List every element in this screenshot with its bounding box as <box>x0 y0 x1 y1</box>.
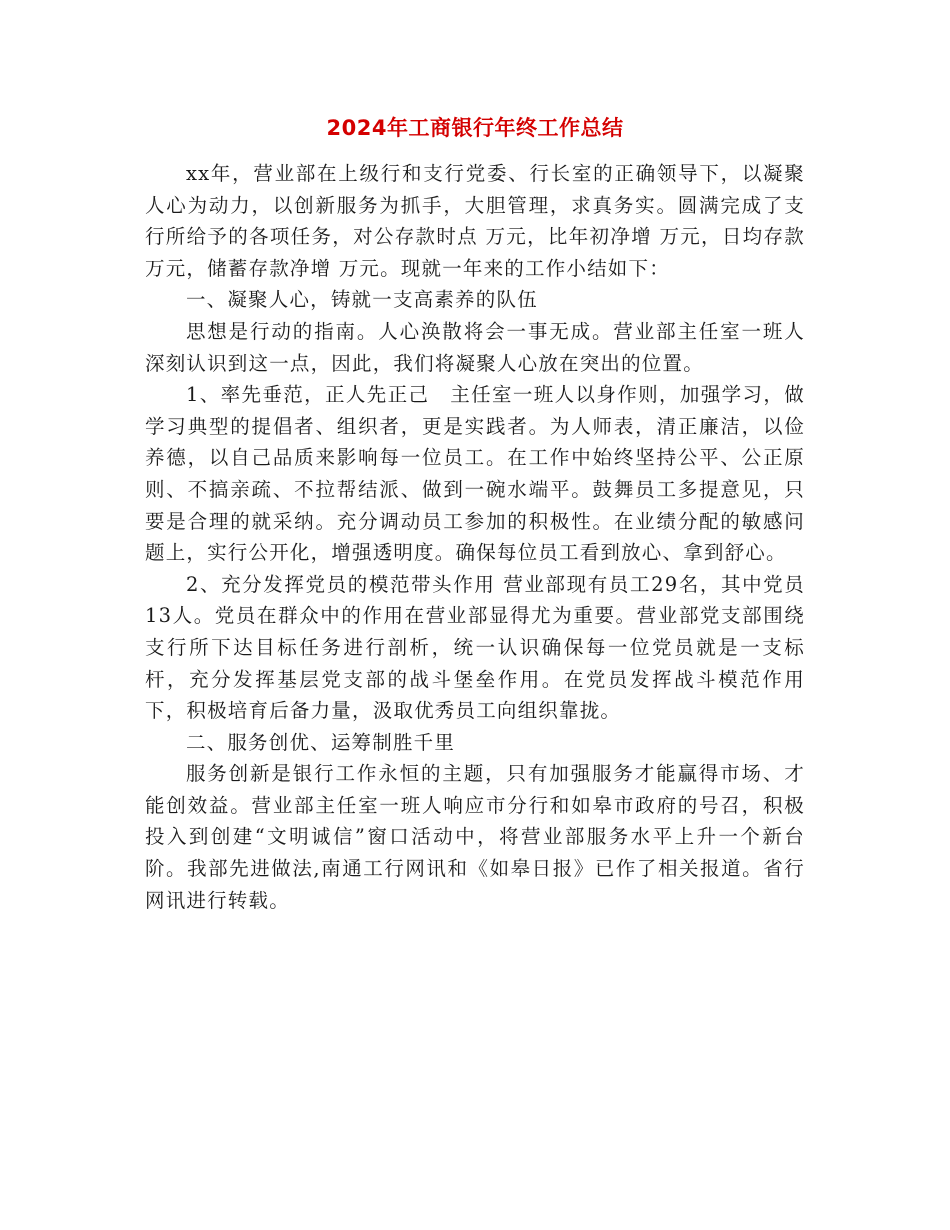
paragraph-intro: xx年，营业部在上级行和支行党委、行长室的正确领导下，以凝聚人心为动力，以创新服务为抓手，大胆管理，求真务实。圆满完成了支行所给予的各项任务，对公存款时点 万元，比年初净增 万元，日均存款 万元，储蓄存款净增 万元。现就一年来的工作小结如下： <box>145 162 805 280</box>
document-body <box>145 158 805 916</box>
section-heading-2: 二、服务创优、运筹制胜千里 <box>185 730 456 754</box>
paragraph-lead-by-example: 1、率先垂范，正人先正己 主任室一班人以身作则，加强学习，做学习典型的提倡者、组织者，更是实践者。为人师表，清正廉洁，以俭养德，以自己品质来影响每一位员工。在工作中始终坚持公平、公正原则、不搞亲疏、不拉帮结派、做到一碗水端平。鼓舞员工多提意见，只要是合理的就采纳。充分调动员工参加的积极性。在业绩分配的敏感问题上，实行公开化，增强透明度。确保每位员工看到放心、拿到舒心。 <box>145 383 805 565</box>
paragraph-thinking: 思想是行动的指南。人心涣散将会一事无成。营业部主任室一班人深刻认识到这一点，因此，我们将凝聚人心放在突出的位置。 <box>145 319 805 375</box>
paragraph-service-innovation: 服务创新是银行工作永恒的主题，只有加强服务才能赢得市场、才能创效益。营业部主任室一班人响应市分行和如皋市政府的号召，积极投入到创建“文明诚信”窗口活动中，将营业部服务水平上升一个新台阶。我部先进做法,南通工行网讯和《如皋日报》已作了相关报道。省行网讯进行转载。 <box>145 762 805 912</box>
section-heading-1: 一、凝聚人心，铸就一支高素养的队伍 <box>185 288 538 312</box>
document-title: 2024年工商银行年终工作总结 <box>326 116 624 140</box>
paragraph-party-members: 2、充分发挥党员的模范带头作用 营业部现有员工29名，其中党员13人。党员在群众中的作用在营业部显得尤为重要。营业部党支部围绕支行所下达目标任务进行剖析，统一认识确保每一位党员就是一支标杆，充分发挥基层党支部的战斗堡垒作用。在党员发挥战斗模范作用下，积极培育后备力量，汲取优秀员工向组织靠拢。 <box>145 572 805 723</box>
